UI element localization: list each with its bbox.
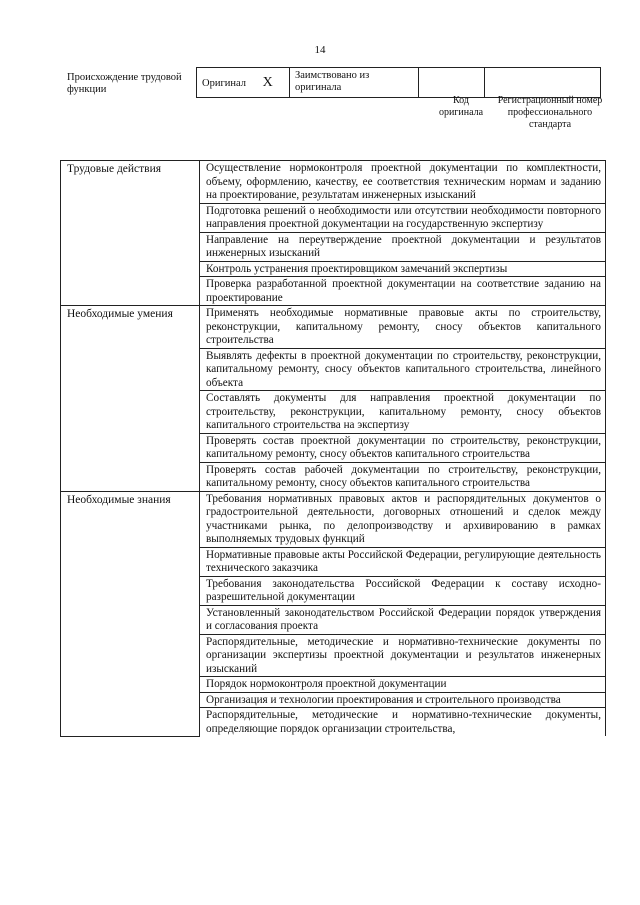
section-item: Проверять состав рабочей документации по строительству, реконструкции, капитальному ремонту, сносу объектов капитального строительства — [200, 462, 606, 491]
section-item: Контроль устранения проектировщиком замечаний экспертизы — [200, 261, 606, 277]
original-cell — [197, 68, 290, 98]
origin-label: Происхождение трудовой функции — [67, 72, 182, 95]
section-item: Проверка разработанной проектной документации на соответствие заданию на проектирование — [200, 277, 606, 306]
section-title: Необходимые умения — [61, 306, 200, 492]
table-row — [61, 161, 606, 204]
section-item: Установленный законодательством Российской Федерации порядок утверждения и согласования проекта — [200, 605, 606, 634]
function-details-table — [60, 160, 606, 737]
origin-table — [196, 67, 601, 98]
section-title: Необходимые знания — [61, 491, 200, 736]
section-item: Требования законодательства Российской Федерации к составу исходно-разрешительной документации — [200, 576, 606, 605]
borrowed-cell: Заимствовано из оригинала — [290, 68, 419, 98]
section-item: Составлять документы для направления проектной документации по строительству, реконструкции, капитальному ремонту, сносу объектов капитального строительства на экспертизу — [200, 391, 606, 434]
section-item: Направление на переутверждение проектной документации и результатов инженерных изысканий — [200, 232, 606, 261]
section-item: Осуществление нормоконтроля проектной документации по комплектности, объему, оформлению, качеству, ее соответствия техническим нормам и заданию на проектирование, результатам инженерных изысканий — [200, 161, 606, 204]
original-mark: X — [262, 74, 273, 90]
section-item: Требования нормативных правовых актов и распорядительных документов о градостроительной деятельности, договорных отношений и сделок между участниками рынка, по делопроизводству и архивированию в рамках выполняемых трудовых функций — [200, 491, 606, 547]
function-details-body — [61, 161, 606, 737]
table-row — [61, 491, 606, 547]
section-item: Выявлять дефекты в проектной документации по строительству, реконструкции, капитальному ремонту, сносу объектов капитального строительства, линейного объекта — [200, 348, 606, 391]
section-item: Распорядительные, методические и нормативно-технические документы, определяющие порядок организации строительства, — [200, 708, 606, 737]
section-item: Применять необходимые нормативные правовые акты по строительству, реконструкции, капитальному ремонту, сносу объектов капитального строительства — [200, 306, 606, 349]
section-item: Нормативные правовые акты Российской Федерации, регулирующие деятельность технического заказчика — [200, 547, 606, 576]
page-number: 14 — [314, 44, 326, 56]
section-item: Проверять состав проектной документации по строительству, реконструкции, капитальному ремонту, сносу объектов капитального строительства — [200, 433, 606, 462]
original-label: Оригинал — [202, 77, 246, 89]
original-code-caption: Код оригинала — [438, 95, 484, 118]
table-row — [61, 306, 606, 349]
section-item: Организация и технологии проектирования и строительного производства — [200, 692, 606, 708]
registration-number-cell — [485, 68, 601, 98]
section-title: Трудовые действия — [61, 161, 200, 306]
section-item: Распорядительные, методические и нормативно-технические документы по организации экспертизы проектной документации и результатов инженерных изысканий — [200, 634, 606, 677]
registration-number-caption: Регистрационный номер профессионального стандарта — [497, 95, 603, 130]
original-code-cell — [419, 68, 485, 98]
section-item: Порядок нормоконтроля проектной документации — [200, 677, 606, 693]
section-item: Подготовка решений о необходимости или отсутствии необходимости повторного направления проектной документации на государственную экспертизу — [200, 203, 606, 232]
